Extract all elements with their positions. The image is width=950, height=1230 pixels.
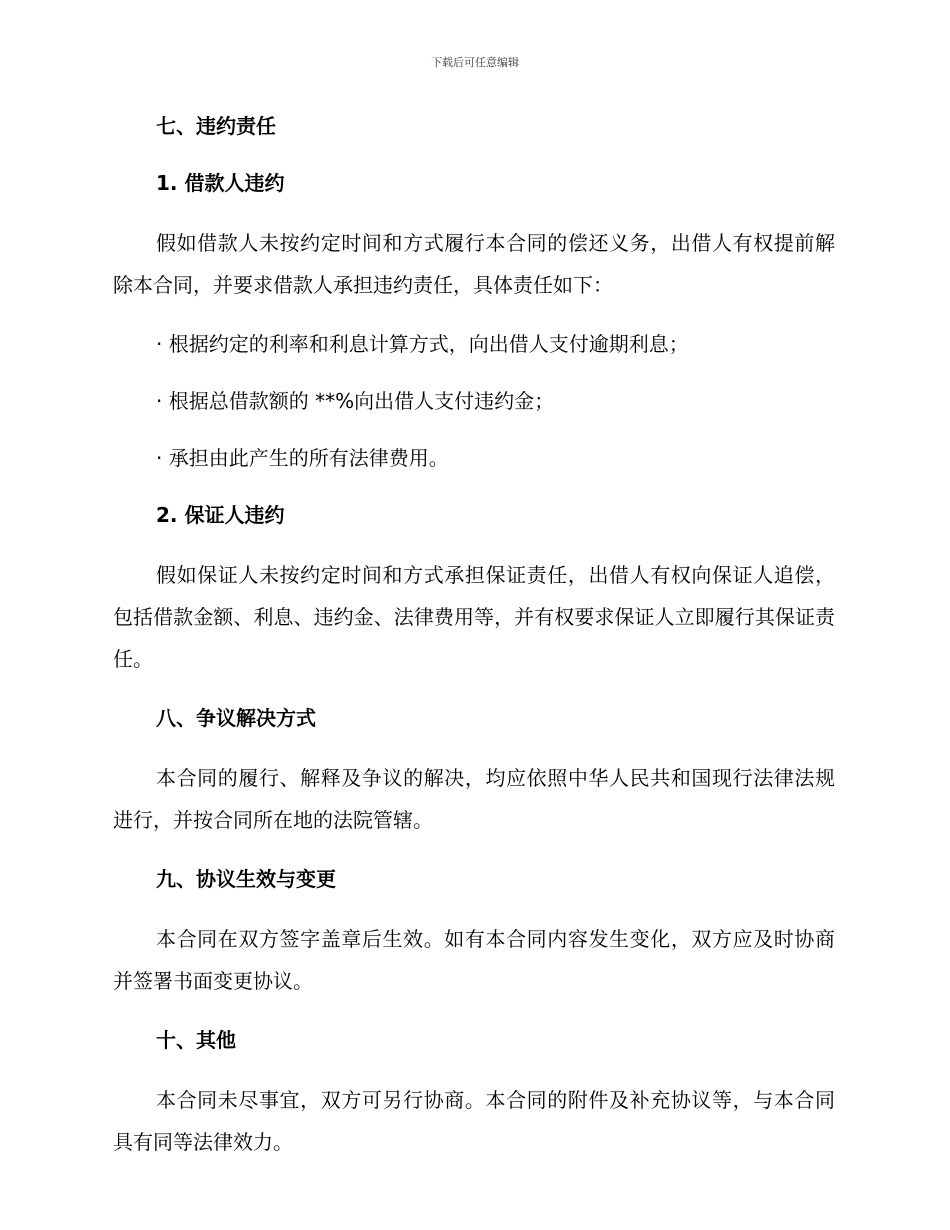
section-heading: 七、违约责任 <box>156 114 276 138</box>
bullet-item: · 承担由此产生的所有法律费用。 <box>156 446 449 470</box>
bullet-item: · 根据总借款额的 **%向出借人支付违约金； <box>156 389 555 413</box>
paragraph: 本合同在双方签字盖章后生效。如有本合同内容发生变化，双方应及时协商并签署书面变更协议。 <box>113 927 835 993</box>
paragraph: 本合同未尽事宜，双方可另行协商。本合同的附件及补充协议等，与本合同具有同等法律效力。 <box>113 1088 835 1154</box>
document-body <box>113 108 835 1183</box>
bullet-item: · 根据约定的利率和利息计算方式，向出借人支付逾期利息； <box>156 332 689 356</box>
section-heading: 十、其他 <box>156 1028 236 1052</box>
section-heading: 八、争议解决方式 <box>156 706 316 730</box>
section-heading: 九、协议生效与变更 <box>156 867 336 891</box>
paragraph: 假如保证人未按约定时间和方式承担保证责任，出借人有权向保证人追偿，包括借款金额、利息、违约金、法律费用等，并有权要求保证人立即履行其保证责任。 <box>113 563 835 671</box>
subsection-heading: 1. 借款人违约 <box>156 171 285 195</box>
paragraph: 本合同的履行、解释及争议的解决，均应依照中华人民共和国现行法律法规进行，并按合同所在地的法院管辖。 <box>113 766 835 832</box>
page-header: 下载后可任意编辑 <box>431 56 519 69</box>
paragraph: 假如借款人未按约定时间和方式履行本合同的偿还义务，出借人有权提前解除本合同，并要求借款人承担违约责任，具体责任如下： <box>113 231 835 297</box>
subsection-heading: 2. 保证人违约 <box>156 503 285 527</box>
